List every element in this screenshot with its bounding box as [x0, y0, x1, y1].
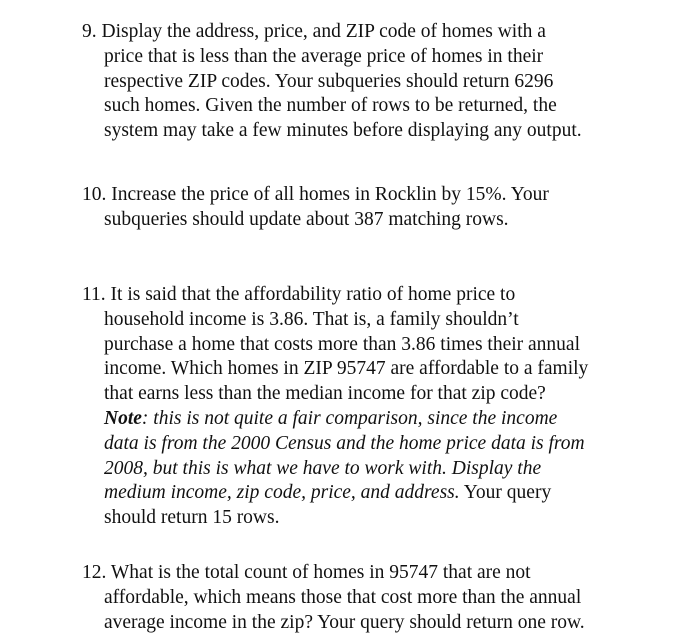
- note-text: data is from the 2000 Census and the home price data is from: [104, 432, 585, 454]
- question-line: household income is 3.86. That is, a family shouldn’t: [104, 308, 519, 330]
- question-number: 9.: [82, 21, 97, 42]
- question-line: [82, 183, 642, 208]
- note-line: [82, 407, 642, 432]
- note-text: medium income, zip code, price, and address.: [104, 482, 460, 504]
- question-line: average income in the zip? Your query should return one row.: [104, 611, 585, 633]
- question-line: that earns less than the median income for that zip code?: [104, 383, 546, 405]
- question-text: Display the address, price, and ZIP code of homes with a: [96, 21, 546, 42]
- note-text: 2008, but this is what we have to work with. Display the: [104, 457, 542, 479]
- question-line: should return 15 rows.: [104, 507, 280, 529]
- question-line: [82, 283, 642, 308]
- question-number: 12.: [82, 562, 107, 583]
- question-line: [82, 20, 642, 45]
- question-line: system may take a few minutes before displaying any output.: [104, 120, 582, 142]
- question-11: [82, 283, 642, 531]
- question-line: such homes. Given the number of rows to be returned, the: [104, 95, 557, 117]
- question-10: [82, 183, 642, 233]
- question-line: affordable, which means those that cost more than the annual: [104, 586, 582, 608]
- question-line: [82, 561, 642, 586]
- note-label: Note: [104, 407, 142, 429]
- question-text: Increase the price of all homes in Rocklin by 15%. Your: [106, 184, 549, 205]
- note-line: [82, 481, 642, 506]
- question-number: 10.: [82, 184, 107, 205]
- question-text: It is said that the affordability ratio of home price to: [105, 284, 516, 305]
- note-text: : this is not quite a fair comparison, since the income: [141, 407, 558, 429]
- question-line: subqueries should update about 387 matching rows.: [104, 208, 509, 230]
- question-text: What is the total count of homes in 95747 that are not: [106, 562, 531, 583]
- note-line: [82, 432, 642, 457]
- question-12: [82, 561, 642, 635]
- question-line: income. Which homes in ZIP 95747 are affordable to a family: [104, 358, 589, 380]
- question-text: Your query: [459, 482, 552, 504]
- question-line: purchase a home that costs more than 3.86 times their annual: [104, 333, 580, 355]
- note-line: [82, 457, 642, 482]
- question-number: 11.: [82, 284, 106, 305]
- question-9: [82, 20, 642, 144]
- question-line: respective ZIP codes. Your subqueries should return 6296: [104, 70, 554, 92]
- question-line: price that is less than the average price of homes in their: [104, 45, 544, 67]
